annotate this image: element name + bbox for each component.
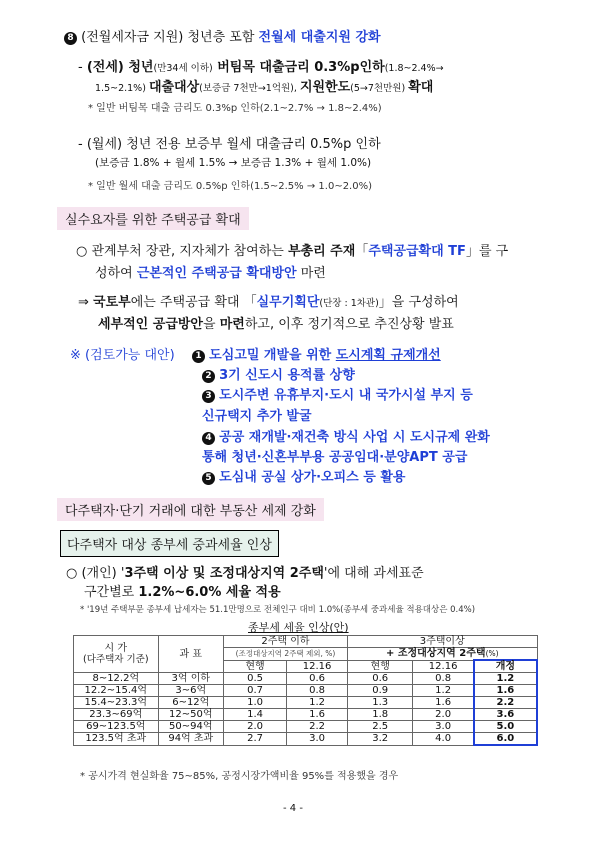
s2-para2-line2: 세부적인 공급방안을 마련하고, 이후 정기적으로 추진상황 발표 — [98, 317, 454, 332]
group-header-3house: 3주택이상 — [348, 636, 537, 648]
number-8-icon: 8 — [64, 32, 77, 45]
s1-jeonse-line2: 1.5~2.1%) 대출대상(보증금 7천만→1억원), 지원한도(5→7천만원) 확대 — [95, 80, 434, 95]
number-2-icon: 2 — [202, 370, 215, 383]
revised-rate-cell: 1.2 — [474, 673, 537, 685]
table-row — [74, 673, 538, 685]
group-subheader-2house: (조정대상지역 2주택 제외, %) — [223, 648, 347, 661]
s1-wolse-line1: - (월세) 청년 전용 보증부 월세 대출금리 0.5%p 인하 — [78, 137, 381, 152]
table-cell: 6~12억 — [158, 697, 223, 709]
page-number: - 4 - — [283, 803, 303, 814]
table-cell: 1.4 — [223, 709, 286, 721]
table-cell: 2.0 — [413, 709, 474, 721]
s3-note: * '19년 주택부문 종부세 납세자는 51.1만명으로 전체인구 대비 1.0%(종부세 중과세율 적용대상은 0.4%) — [80, 605, 476, 615]
col-header-price: 시 가 (다주택자 기준) — [74, 636, 159, 673]
number-3-icon: 3 — [202, 390, 215, 403]
group-subheader-3house: + 조정대상지역 2주택(%) — [348, 648, 537, 661]
s1-heading-emph: 전월세 대출지원 강화 — [258, 30, 381, 45]
table-cell: 3~6억 — [158, 685, 223, 697]
table-cell: 1.8 — [348, 709, 413, 721]
revised-rate-cell: 3.6 — [474, 709, 537, 721]
s2-item1: 1 도심고밀 개발을 위한 도시계획 규제개선 — [192, 344, 441, 363]
revised-rate-cell: 5.0 — [474, 721, 537, 733]
group-header-2house: 2주택 이하 — [223, 636, 347, 648]
table-cell: 23.3~69억 — [74, 709, 159, 721]
s1-jeonse-line1: - (전세) 청년(만34세 이하) 버팀목 대출금리 0.3%p인하(1.8~2.4%→ — [78, 60, 444, 75]
table-cell: 3.0 — [413, 721, 474, 733]
table-cell: 15.4~23.3억 — [74, 697, 159, 709]
s1-note2: * 일반 월세 대출 금리도 0.5%p 인하(1.5~2.5% → 1.0~2.0%) — [88, 181, 372, 192]
table-cell: 0.8 — [287, 685, 348, 697]
s3-para-line2: 구간별로 1.2%~6.0% 세율 적용 — [84, 585, 281, 600]
revised-rate-cell: 6.0 — [474, 733, 537, 746]
table-row — [74, 685, 538, 697]
table-cell: 8~12.2억 — [74, 673, 159, 685]
table-cell: 0.9 — [348, 685, 413, 697]
table-cell: 12~50억 — [158, 709, 223, 721]
number-5-icon: 5 — [202, 472, 215, 485]
s2-para2-line1: ⇒ 국토부에는 주택공급 확대 「실무기획단(단장 : 1차관)」을 구성하여 — [78, 295, 459, 310]
table-cell: 0.6 — [287, 673, 348, 685]
col-current-2: 현행 — [348, 660, 413, 673]
col-header-base: 과 표 — [158, 636, 223, 673]
s3-para-line1: ○ (개인) '3주택 이상 및 조정대상지역 2주택'에 대해 과세표준 — [66, 566, 424, 581]
s1-note1: * 일반 버팀목 대출 금리도 0.3%p 인하(2.1~2.7% → 1.8~2.4%) — [88, 103, 382, 114]
table-cell: 1.6 — [287, 709, 348, 721]
table-row — [74, 709, 538, 721]
table-cell: 94억 초과 — [158, 733, 223, 746]
table-row — [74, 733, 538, 746]
table-cell: 3.0 — [287, 733, 348, 746]
table-row — [74, 721, 538, 733]
s2-para1-line2: 성하여 근본적인 주택공급 확대방안 마련 — [95, 266, 326, 281]
table-cell: 0.8 — [413, 673, 474, 685]
s2-header: 실수요자를 위한 주택공급 확대 — [57, 207, 249, 230]
col-1216-2: 12.16 — [413, 660, 474, 673]
tax-rate-table — [73, 635, 538, 746]
number-4-icon: 4 — [202, 432, 215, 445]
s3-footnote: * 공시가격 현실화율 75~85%, 공정시장가액비율 95%를 적용했을 경우 — [80, 771, 399, 782]
table-cell: 2.7 — [223, 733, 286, 746]
col-revised: 개정 — [474, 660, 537, 673]
number-1-icon: 1 — [192, 350, 205, 363]
col-1216-1: 12.16 — [287, 660, 348, 673]
table-cell: 123.5억 초과 — [74, 733, 159, 746]
table-cell: 1.2 — [413, 685, 474, 697]
table-cell: 69~123.5억 — [74, 721, 159, 733]
table-cell: 1.2 — [287, 697, 348, 709]
revised-rate-cell: 1.6 — [474, 685, 537, 697]
revised-rate-cell: 2.2 — [474, 697, 537, 709]
table-cell: 0.5 — [223, 673, 286, 685]
s1-heading-text: (전월세자금 지원) 청년층 포함 — [81, 30, 259, 45]
table-cell: 2.0 — [223, 721, 286, 733]
s3-subheader: 다주택자 대상 종부세 중과세율 인상 — [60, 530, 279, 557]
table-cell: 12.2~15.4억 — [74, 685, 159, 697]
table-cell: 2.5 — [348, 721, 413, 733]
col-current-1: 현행 — [223, 660, 286, 673]
s2-item4-line1: 4 공공 재개발·재건축 방식 사업 시 도시규제 완화 — [202, 426, 490, 445]
table-cell: 0.6 — [348, 673, 413, 685]
table-cell: 1.0 — [223, 697, 286, 709]
table-cell: 50~94억 — [158, 721, 223, 733]
s1-heading — [64, 26, 381, 45]
table-cell: 3억 이하 — [158, 673, 223, 685]
s1-wolse-line2: (보증금 1.8% + 월세 1.5% → 보증금 1.3% + 월세 1.0%) — [95, 157, 372, 169]
table-cell: 1.6 — [413, 697, 474, 709]
s2-review-label: ※ (검토가능 대안) — [70, 348, 175, 363]
table-cell: 1.3 — [348, 697, 413, 709]
table-cell: 0.7 — [223, 685, 286, 697]
s2-item4-line2: 통해 청년·신혼부부용 공공임대·분양APT 공급 — [202, 450, 468, 465]
table-row — [74, 697, 538, 709]
s2-item3-line2: 신규택지 추가 발굴 — [202, 409, 312, 424]
s2-item3-line1: 3 도시주변 유휴부지·도시 내 국가시설 부지 등 — [202, 384, 473, 403]
s2-item5: 5 도심내 공실 상가·오피스 등 활용 — [202, 466, 405, 485]
table-cell: 4.0 — [413, 733, 474, 746]
s2-item2: 2 3기 신도시 용적률 상향 — [202, 364, 355, 383]
s3-table-caption: 종부세 세율 인상(안) — [248, 621, 349, 634]
s2-para1-line1: ○ 관계부처 장관, 지자체가 참여하는 부총리 주재「주택공급확대 TF」를 구 — [76, 244, 509, 259]
s3-header: 다주택자·단기 거래에 대한 부동산 세제 강화 — [57, 498, 324, 521]
table-cell: 2.2 — [287, 721, 348, 733]
table-cell: 3.2 — [348, 733, 413, 746]
